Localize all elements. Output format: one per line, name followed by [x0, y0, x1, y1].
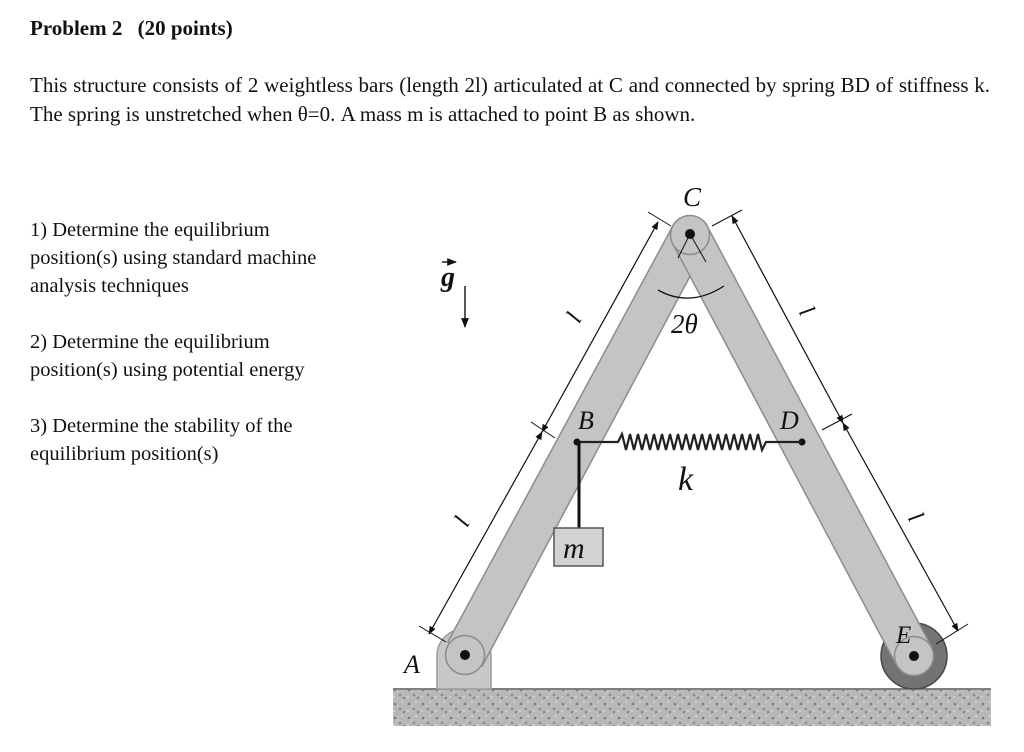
point-e-label: E — [896, 622, 912, 649]
dimension-label-ac-upper: l — [561, 308, 588, 328]
dimension-label-ce-lower: l — [904, 507, 931, 526]
spring-label: k — [678, 461, 694, 498]
joint-e-dot — [909, 651, 919, 661]
question-3: 3) Determine the stability of the equilibrium position(s) — [30, 415, 293, 465]
question-1: 1) Determine the equilibrium position(s) using standard machine analysis techniques — [30, 219, 317, 297]
question-2: 2) Determine the equilibrium position(s) using potential energy — [30, 331, 305, 381]
gravity-label: g — [441, 262, 455, 293]
angle-label: 2θ — [671, 309, 698, 339]
dim-tick-right-top — [712, 210, 742, 226]
dim-tick-right-mid — [822, 414, 852, 430]
problem-points: (20 points) — [137, 16, 233, 40]
ground — [393, 690, 991, 726]
point-a-label: A — [404, 650, 420, 679]
point-b-label: B — [578, 406, 594, 435]
mass-label: m — [563, 532, 585, 565]
point-d-label: D — [780, 406, 799, 435]
problem-description: This structure consists of 2 weightless bars (length 2l) articulated at C and connected by spring BD of stiffness k. The spring is unstretched when θ=0. A mass m is attached to point B as shown. — [30, 73, 990, 126]
dim-tick-left-top — [648, 212, 671, 226]
problem-number: Problem 2 — [30, 16, 123, 40]
dimension-label-ce-upper: l — [795, 301, 822, 320]
joint-a-dot — [460, 650, 470, 660]
dimension-label-ac-lower: l — [449, 512, 476, 532]
point-c-label: C — [683, 182, 702, 212]
spring-bd — [577, 434, 802, 450]
dim-tick-right-bottom — [936, 624, 968, 644]
